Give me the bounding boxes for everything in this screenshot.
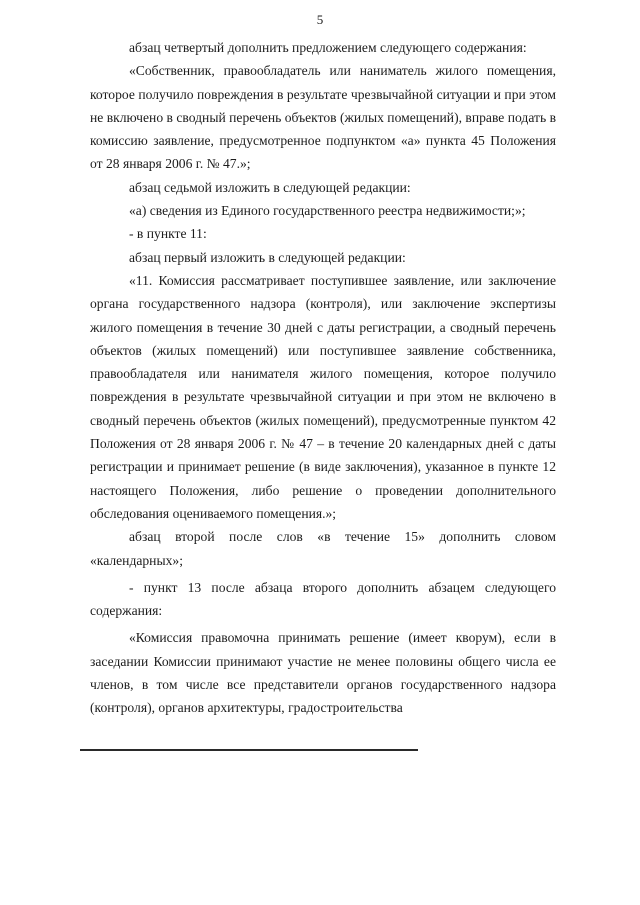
document-body bbox=[90, 36, 556, 720]
paragraph: «11. Комиссия рассматривает поступившее заявление, или заключение органа государственного надзора (контроля), или заключение экспертизы жилого помещения в течение 30 дней с даты регистрации, а сводный перечень объектов (жилых помещений) или поступившее заявление собственника, правообладателя или нанимателя жилого помещения, которое получило повреждения в результате чрезвычайной ситуации и при этом не включено в сводный перечень объектов (жилых помещений), предусмотренные пунктом 42 Положения от 28 января 2006 г. № 47 – в течение 20 календарных дней с даты регистрации и принимает решение (в виде заключения), указанное в пункте 12 настоящего Положения, либо решение о проведении дополнительного обследования оцениваемого помещения.»; bbox=[90, 272, 556, 521]
page-number: 5 bbox=[316, 12, 324, 27]
paragraph: - в пункте 11: bbox=[129, 226, 207, 242]
paragraph: «Комиссия правомочна принимать решение (имеет кворум), если в заседании Комиссии принимают участие не менее половины общего числа ее членов, в том числе все представители органов государственного надзора (контроля), органов архитектуры, градостроительства bbox=[90, 630, 556, 716]
paragraph: «Собственник, правообладатель или наниматель жилого помещения, которое получило повреждения в результате чрезвычайной ситуации и при этом не включено в сводный перечень объектов (жилых помещений), вправе подать в комиссию заявление, предусмотренное подпунктом «а» пункта 45 Положения от 28 января 2006 г. № 47.»; bbox=[90, 63, 556, 172]
paragraph: абзац первый изложить в следующей редакции: bbox=[129, 249, 406, 265]
paragraph: «а) сведения из Единого государственного реестра недвижимости;»; bbox=[129, 203, 526, 219]
paragraph: абзац четвертый дополнить предложением следующего содержания: bbox=[129, 40, 527, 55]
paragraph: абзац седьмой изложить в следующей редакции: bbox=[129, 179, 411, 195]
footnote-separator-line bbox=[80, 749, 418, 751]
paragraph: - пункт 13 после абзаца второго дополнить абзацем следующего содержания: bbox=[90, 579, 556, 619]
paragraph: абзац второй после слов «в течение 15» дополнить словом «календарных»; bbox=[90, 529, 556, 568]
